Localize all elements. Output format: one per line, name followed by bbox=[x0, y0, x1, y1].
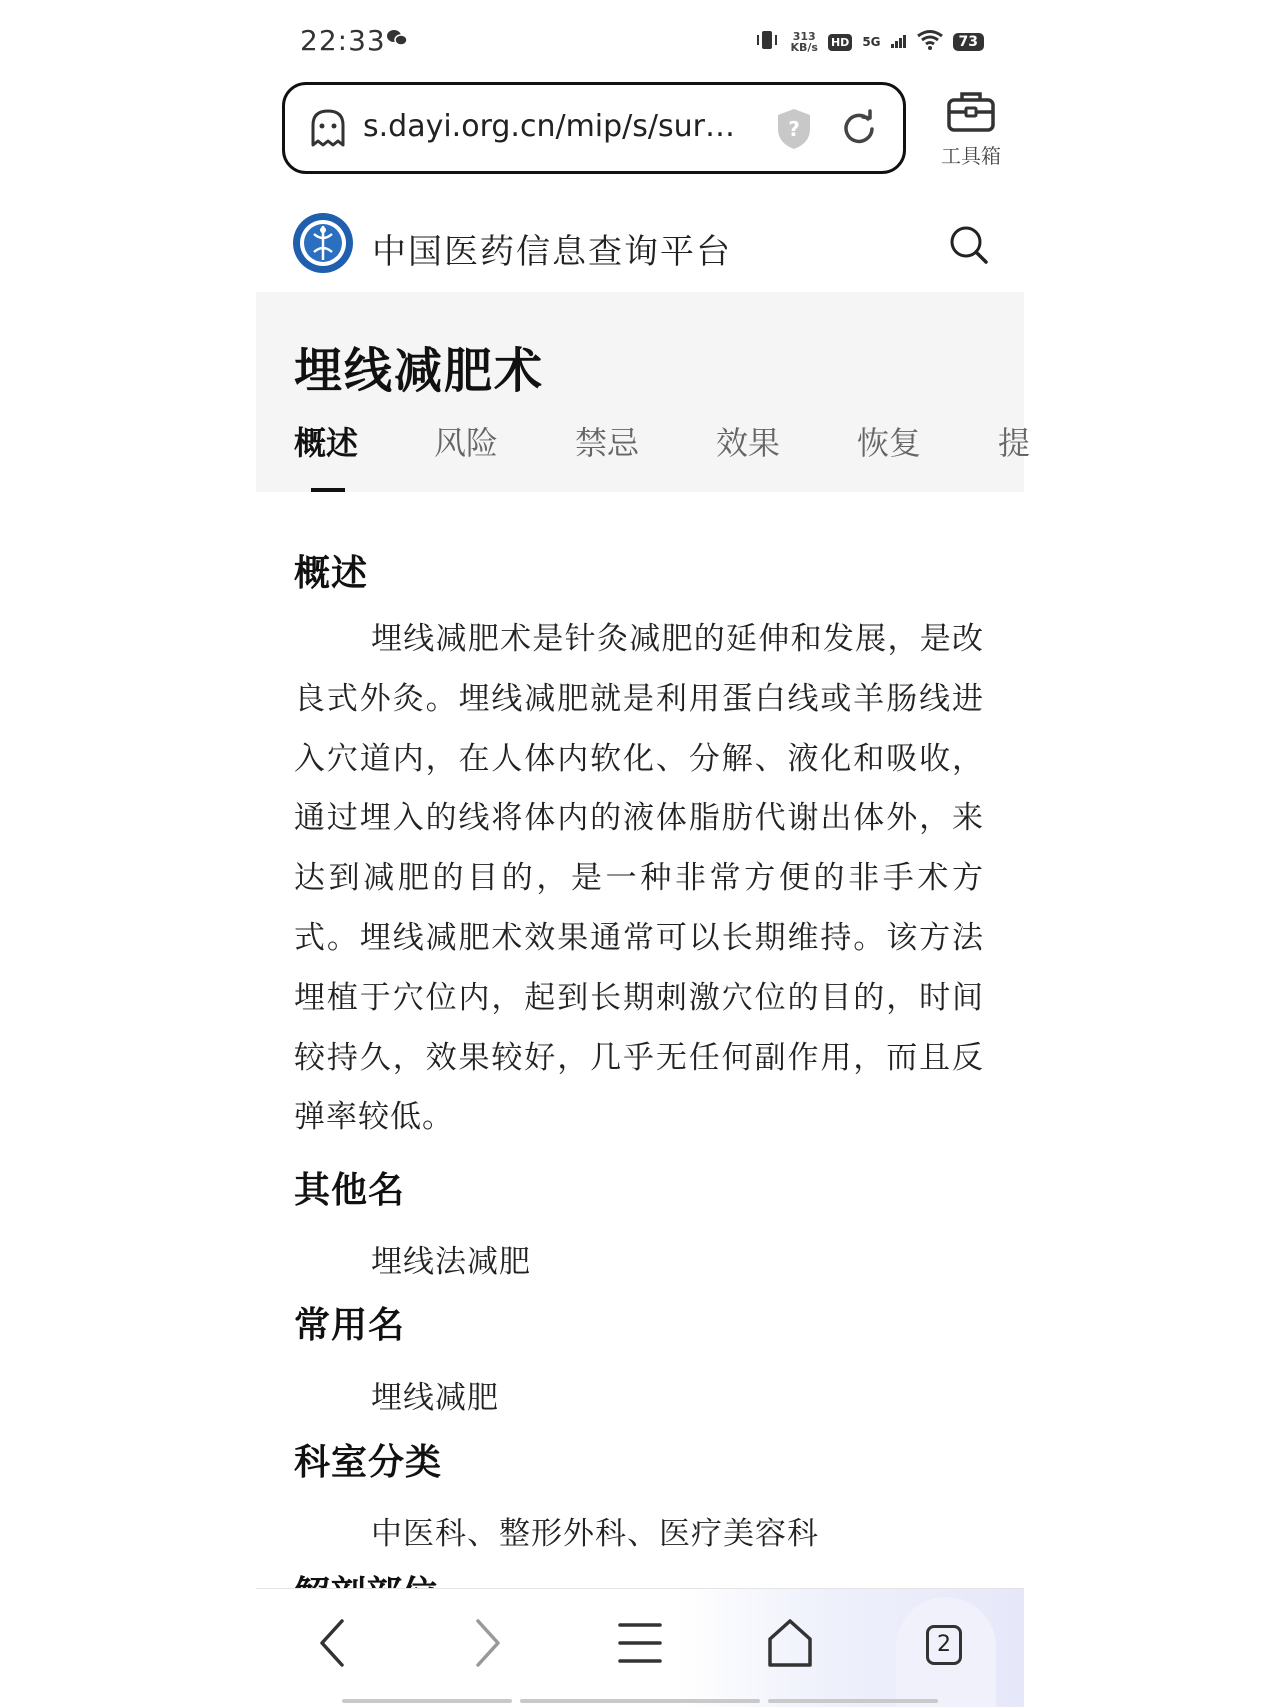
status-bar bbox=[256, 0, 1024, 80]
battery-level: 73 bbox=[953, 33, 984, 51]
section-heading-overview: 概述 bbox=[294, 553, 369, 594]
department-value: 中医科、整形外科、医疗美容科 bbox=[371, 1516, 819, 1552]
status-indicators bbox=[754, 24, 984, 60]
section-heading-anatomy bbox=[294, 1566, 438, 1588]
network-speed-value: 313 bbox=[792, 30, 816, 43]
url-text[interactable]: s.dayi.org.cn/mip/s/sur… bbox=[363, 109, 735, 144]
toolbox-label: 工具箱 bbox=[941, 144, 1001, 168]
wifi-icon bbox=[917, 30, 943, 54]
section-heading-department: 科室分类 bbox=[294, 1442, 443, 1483]
hd-badge: HD bbox=[828, 34, 852, 51]
tab-more[interactable]: 提 bbox=[998, 424, 1031, 462]
back-icon[interactable] bbox=[316, 1617, 350, 1673]
page-title: 埋线减肥术 bbox=[294, 343, 545, 399]
tab-contraindications[interactable]: 禁忌 bbox=[575, 424, 640, 462]
signal-icon bbox=[891, 33, 907, 52]
overview-paragraph: 埋线减肥术是针灸减肥的延伸和发展，是改良式外灸。埋线减肥就是利用蛋白线或羊肠线进入穴道内，在人体内软化、分解、液化和吸收，通过埋入的线将体内的液体脂肪代谢出体外，来达到减肥的目的，是一种非常方便的非手术方式。埋线减肥术效果通常可以长期维持。该方法埋植于穴位内，起到长期刺激穴位的目的，时间较持久，效果较好，几乎无任何副作用，而且反弹率较低。 bbox=[294, 621, 984, 1136]
browser-screen bbox=[256, 0, 1031, 1706]
address-bar[interactable] bbox=[282, 82, 906, 174]
nav-divider bbox=[520, 1699, 760, 1703]
site-header bbox=[256, 200, 1024, 290]
site-title[interactable]: 中国医药信息查询平台 bbox=[372, 232, 732, 272]
tab-overview[interactable]: 概述 bbox=[294, 424, 359, 462]
menu-icon[interactable] bbox=[618, 1617, 662, 1673]
tab-effect[interactable]: 效果 bbox=[716, 424, 781, 462]
forward-icon[interactable] bbox=[470, 1617, 504, 1673]
other-names-value: 埋线法减肥 bbox=[371, 1244, 531, 1280]
nav-divider bbox=[342, 1699, 512, 1703]
common-name-value: 埋线减肥 bbox=[371, 1380, 499, 1416]
svg-text:?: ? bbox=[788, 117, 800, 141]
tab-switcher-button[interactable] bbox=[896, 1597, 996, 1707]
home-icon[interactable] bbox=[766, 1617, 814, 1673]
toolbox-icon bbox=[945, 119, 997, 138]
network-speed-unit: KB/s bbox=[790, 41, 818, 54]
nav-divider bbox=[768, 1699, 938, 1703]
section-tabs bbox=[256, 422, 1031, 492]
network-speed bbox=[790, 31, 817, 53]
network-type: 5G bbox=[862, 35, 881, 49]
search-icon[interactable] bbox=[948, 224, 990, 270]
site-logo[interactable] bbox=[292, 212, 354, 274]
reload-icon[interactable] bbox=[839, 109, 879, 153]
wechat-icon bbox=[386, 28, 408, 52]
toolbox-button[interactable] bbox=[926, 88, 1016, 169]
section-heading-other-names: 其他名 bbox=[294, 1170, 406, 1211]
tab-recovery[interactable]: 恢复 bbox=[857, 424, 922, 462]
tab-count[interactable]: 2 bbox=[926, 1625, 962, 1665]
vibrate-icon bbox=[754, 28, 780, 56]
section-heading-common-name: 常用名 bbox=[294, 1305, 406, 1346]
shield-question-icon[interactable] bbox=[775, 107, 813, 155]
tab-risk[interactable]: 风险 bbox=[434, 424, 499, 462]
active-tab-indicator bbox=[311, 488, 345, 492]
status-time: 22:33 bbox=[300, 24, 386, 57]
bottom-navigation bbox=[256, 1588, 1024, 1707]
ghost-icon[interactable] bbox=[307, 107, 349, 153]
article-hero bbox=[256, 292, 1031, 492]
